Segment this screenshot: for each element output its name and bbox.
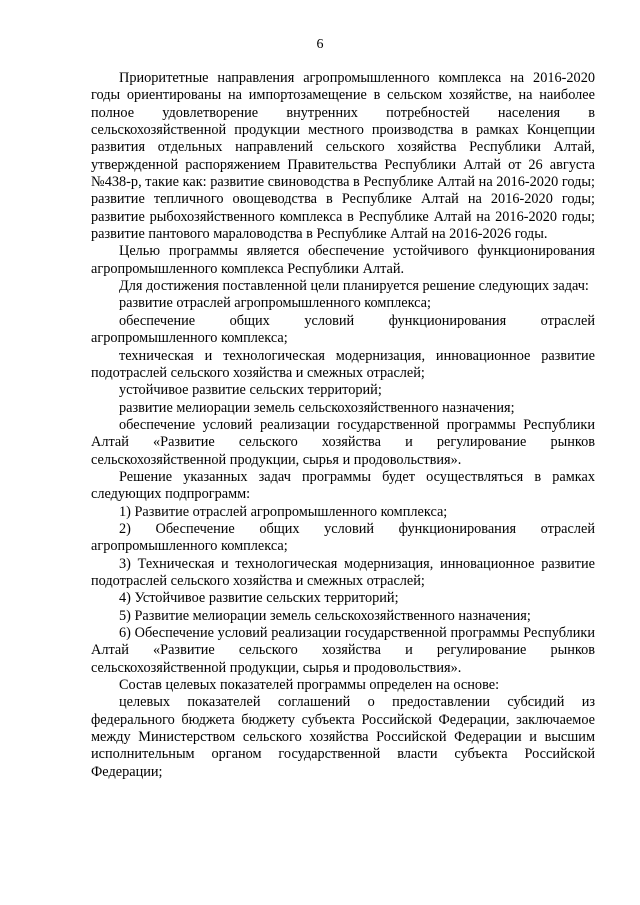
- list-item-task-3: техническая и технологическая модернизация, инновационное развитие подотраслей сельского хозяйства и смежных отраслей;: [91, 347, 595, 381]
- list-item-indicator-1: целевых показателей соглашений о предоставлении субсидий из федерального бюджета бюджету субъекта Российской Федерации, заключаемое между Министерством сельского хозяйства Российской Федерации и высшим исполнительным органом государственной власти субъекта Российской Федерации;: [91, 694, 595, 780]
- list-item-subprogram-5: 5) Развитие мелиорации земель сельскохозяйственного назначения;: [119, 607, 531, 624]
- list-item-task-6: обеспечение условий реализации государственной программы Республики Алтай «Развитие сельского хозяйства и регулирование рынков сельскохозяйственной продукции, сырья и продовольствия».: [91, 416, 595, 468]
- paragraph-priorities: Приоритетные направления агропромышленного комплекса на 2016-2020 годы ориентированы на импортозамещение в сельском хозяйстве, на наиболее полное удовлетворение внутренних потребностей населения в сельскохозяйственной продукции местного производства в рамках Концепции развития отдельных направлений сельского хозяйства Республики Алтай, утвержденной распоряжением Правительства Республики Алтай от 26 августа №438-р, такие как: развитие свиноводства в Республике Алтай на 2016-2020 годы; развитие тепличного овощеводства в Республике Алтай на 2016-2020 годы; развитие рыбохозяйственного комплекса в Республике Алтай на 2016-2020 годы; развитие пантового мараловодства в Республике Алтай на 2016-2026 годы.: [91, 70, 595, 243]
- paragraph-subprograms-intro: Решение указанных задач программы будет осуществляться в рамках следующих подпрограмм:: [91, 468, 595, 503]
- list-item-subprogram-2: 2) Обеспечение общих условий функционирования отраслей агропромышленного комплекса;: [91, 520, 595, 555]
- list-item-task-4: устойчивое развитие сельских территорий;: [119, 382, 382, 399]
- list-item-subprogram-4: 4) Устойчивое развитие сельских территорий;: [119, 590, 399, 607]
- list-item-task-1: развитие отраслей агропромышленного комплекса;: [119, 295, 431, 312]
- list-item-subprogram-3: 3) Техническая и технологическая модернизация, инновационное развитие подотраслей сельского хозяйства и смежных отраслей;: [91, 555, 595, 589]
- list-item-subprogram-6: 6) Обеспечение условий реализации государственной программы Республики Алтай «Развитие сельского хозяйства и регулирование рынков сельскохозяйственной продукции, сырья и продовольствия».: [91, 625, 595, 676]
- page-number: 6: [316, 37, 324, 52]
- list-item-subprogram-1: 1) Развитие отраслей агропромышленного комплекса;: [119, 503, 448, 520]
- paragraph-program-goal: Целью программы является обеспечение устойчивого функционирования агропромышленного комплекса Республики Алтай.: [91, 243, 595, 277]
- paragraph-indicators-intro: Состав целевых показателей программы определен на основе:: [119, 677, 500, 694]
- paragraph-tasks-intro: Для достижения поставленной цели планируется решение следующих задач:: [119, 278, 589, 295]
- document-body: [91, 70, 595, 781]
- list-item-task-2: обеспечение общих условий функционирования отраслей агропромышленного комплекса;: [91, 312, 595, 347]
- list-item-task-5: развитие мелиорации земель сельскохозяйственного назначения;: [119, 399, 515, 416]
